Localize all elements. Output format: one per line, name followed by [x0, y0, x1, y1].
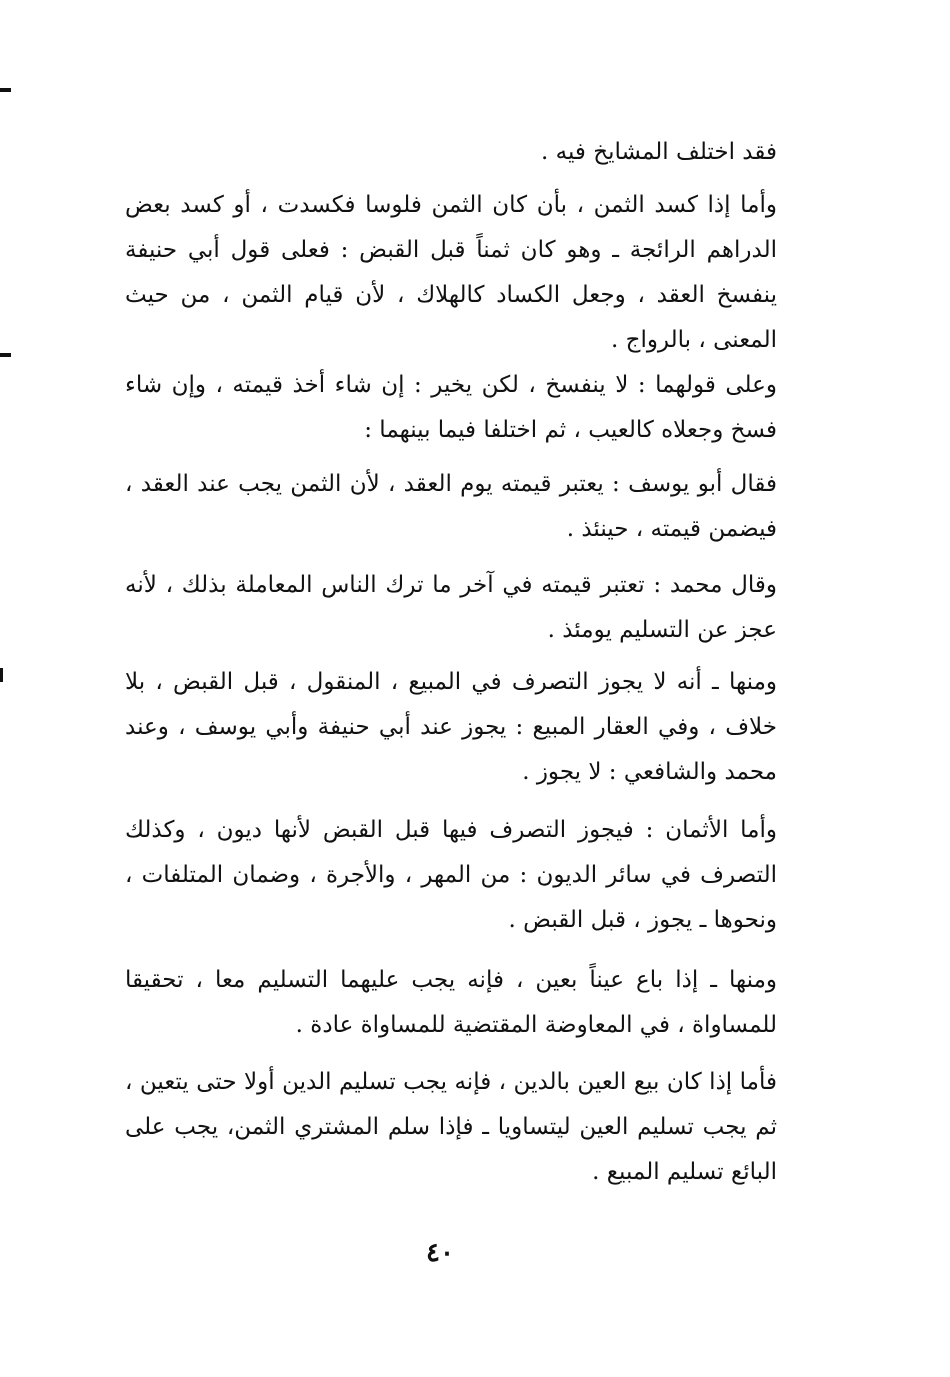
margin-mark — [0, 88, 11, 92]
paragraph-muhammad — [125, 563, 777, 653]
paragraph-disposal-before-possession — [125, 660, 777, 795]
paragraph-intro — [125, 130, 777, 175]
paragraph-sale-for-debt — [125, 1060, 777, 1195]
paragraph-prices — [125, 808, 777, 943]
paragraph-currency-devaluation — [125, 183, 777, 363]
paragraph-text: ومنها ـ أنه لا يجوز التصرف في المبيع ، المنقول ، قبل القبض ، بلا خلاف ، وفي العقار المبيع : يجوز عند أبي حنيفة وأبي يوسف ، وعند محمد والشافعي : لا يجوز . — [125, 669, 777, 785]
paragraph-text: ومنها ـ إذا باع عيناً بعين ، فإنه يجب عليهما التسليم معا ، تحقيقا للمساواة ، في المعاوضة المقتضية للمساواة عادة . — [125, 967, 777, 1038]
paragraph-abu-yusuf — [125, 462, 777, 552]
paragraph-two-companions-view — [125, 363, 777, 453]
paragraph-text: فأما إذا كان بيع العين بالدين ، فإنه يجب تسليم الدين أولا حتى يتعين ، ثم يجب تسليم العين ليتساويا ـ فإذا سلم المشتري الثمن، يجب على البائع تسليم المبيع . — [125, 1069, 777, 1185]
paragraph-text: وعلى قولهما : لا ينفسخ ، لكن يخير : إن شاء أخذ قيمته ، وإن شاء فسخ وجعلاه كالعيب ، ثم اختلفا فيما بينهما : — [125, 372, 777, 443]
paragraph-text: فقال أبو يوسف : يعتبر قيمته يوم العقد ، لأن الثمن يجب عند العقد ، فيضمن قيمته ، حينئذ . — [125, 471, 777, 542]
paragraph-text: وأما الأثمان : فيجوز التصرف فيها قبل القبض لأنها ديون ، وكذلك التصرف في سائر الديون : من المهر ، والأجرة ، وضمان المتلفات ، ونحوها ـ يجوز ، قبل القبض . — [125, 817, 777, 933]
paragraph-simultaneous-delivery — [125, 958, 777, 1048]
paragraph-text: وقال محمد : تعتبر قيمته في آخر ما ترك الناس المعاملة بذلك ، لأنه عجز عن التسليم يومئذ . — [125, 572, 777, 643]
page-number: ٤٠ — [426, 1238, 454, 1268]
margin-mark — [0, 668, 3, 682]
margin-mark — [0, 353, 11, 357]
paragraph-text: فقد اختلف المشايخ فيه . — [541, 139, 777, 165]
paragraph-text: وأما إذا كسد الثمن ، بأن كان الثمن فلوسا فكسدت ، أو كسد بعض الدراهم الرائجة ـ وهو كان ثمناً قبل القبض : فعلى قول أبي حنيفة ينفسخ العقد ، وجعل الكساد كالهلاك ، لأن قيام الثمن ، من حيث المعنى ، بالرواج . — [125, 192, 777, 353]
